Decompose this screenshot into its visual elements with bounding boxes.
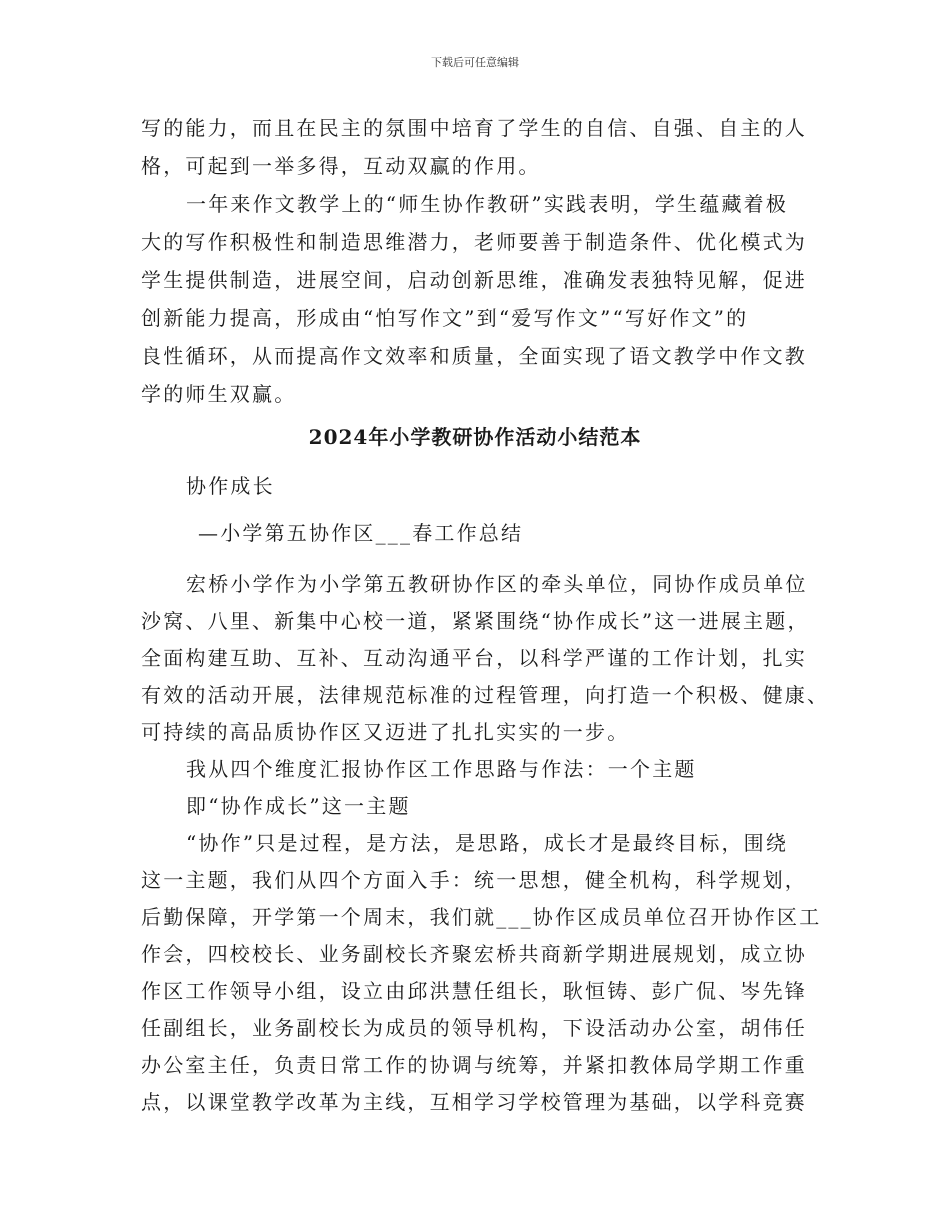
paragraph-line: 作会，四校校长、业务副校长齐聚宏桥共商新学期进展规划，成立协 (141, 942, 807, 966)
paragraph-line: 办公室主任，负责日常工作的协调与统筹，并紧扣教体局学期工作重 (141, 1053, 807, 1077)
document-title: 2024年小学教研协作活动小结范本 (308, 425, 642, 449)
subtitle-sub: —小学第五协作区___春工作总结 (198, 521, 524, 545)
paragraph-line: 学生提供制造，进展空间，启动创新思维，准确发表独特见解，促进 (141, 268, 807, 292)
paragraph-line: 一年来作文教学上的“师生协作教研”实践表明，学生蕴藏着极 (186, 192, 789, 216)
paragraph-line: 宏桥小学作为小学第五教研协作区的牵头单位，同协作成员单位 (186, 572, 808, 596)
paragraph-line: 创新能力提高，形成由“怕写作文”到“爱写作文”“写好作文”的 (141, 306, 749, 330)
paragraph-line: 良性循环，从而提高作文效率和质量，全面实现了语文教学中作文教 (141, 344, 807, 368)
subtitle-main: 协作成长 (186, 474, 275, 498)
paragraph-line: 即“协作成长”这一主题 (186, 794, 411, 818)
paragraph-line: 格，可起到一举多得，互动双赢的作用。 (141, 154, 541, 178)
page-header: 下载后可任意编辑 (431, 56, 519, 69)
paragraph-line: 全面构建互助、互补、互动沟通平台，以科学严谨的工作计划，扎实 (141, 646, 807, 670)
paragraph-line: 作区工作领导小组，设立由邱洪慧任组长，耿恒铸、彭广侃、岑先锋 (141, 979, 807, 1003)
paragraph-line: 这一主题，我们从四个方面入手：统一思想，健全机构，科学规划， (141, 868, 807, 892)
paragraph-line: 任副组长，业务副校长为成员的领导机构，下设活动办公室，胡伟任 (141, 1016, 807, 1040)
paragraph-line: 后勤保障，开学第一个周末，我们就___协作区成员单位召开协作区工 (141, 905, 822, 929)
paragraph-line: 有效的活动开展，法律规范标准的过程管理，向打造一个积极、健康、 (141, 683, 830, 707)
paragraph-line: 写的能力，而且在民主的氛围中培育了学生的自信、自强、自主的人 (141, 116, 807, 140)
paragraph-line: 可持续的高品质协作区又迈进了扎扎实实的一步。 (141, 720, 630, 744)
paragraph-line: 学的师生双赢。 (141, 382, 297, 406)
paragraph-line: 点，以课堂教学改革为主线，互相学习学校管理为基础，以学科竞赛 (141, 1090, 807, 1114)
paragraph-line: 我从四个维度汇报协作区工作思路与作法：一个主题 (186, 757, 697, 781)
paragraph-line: 大的写作积极性和制造思维潜力，老师要善于制造条件、优化模式为 (141, 230, 807, 254)
paragraph-line: 沙窝、八里、新集中心校一道，紧紧围绕“协作成长”这一进展主题， (141, 609, 810, 633)
paragraph-line: “协作”只是过程，是方法，是思路，成长才是最终目标，围绕 (186, 831, 789, 855)
